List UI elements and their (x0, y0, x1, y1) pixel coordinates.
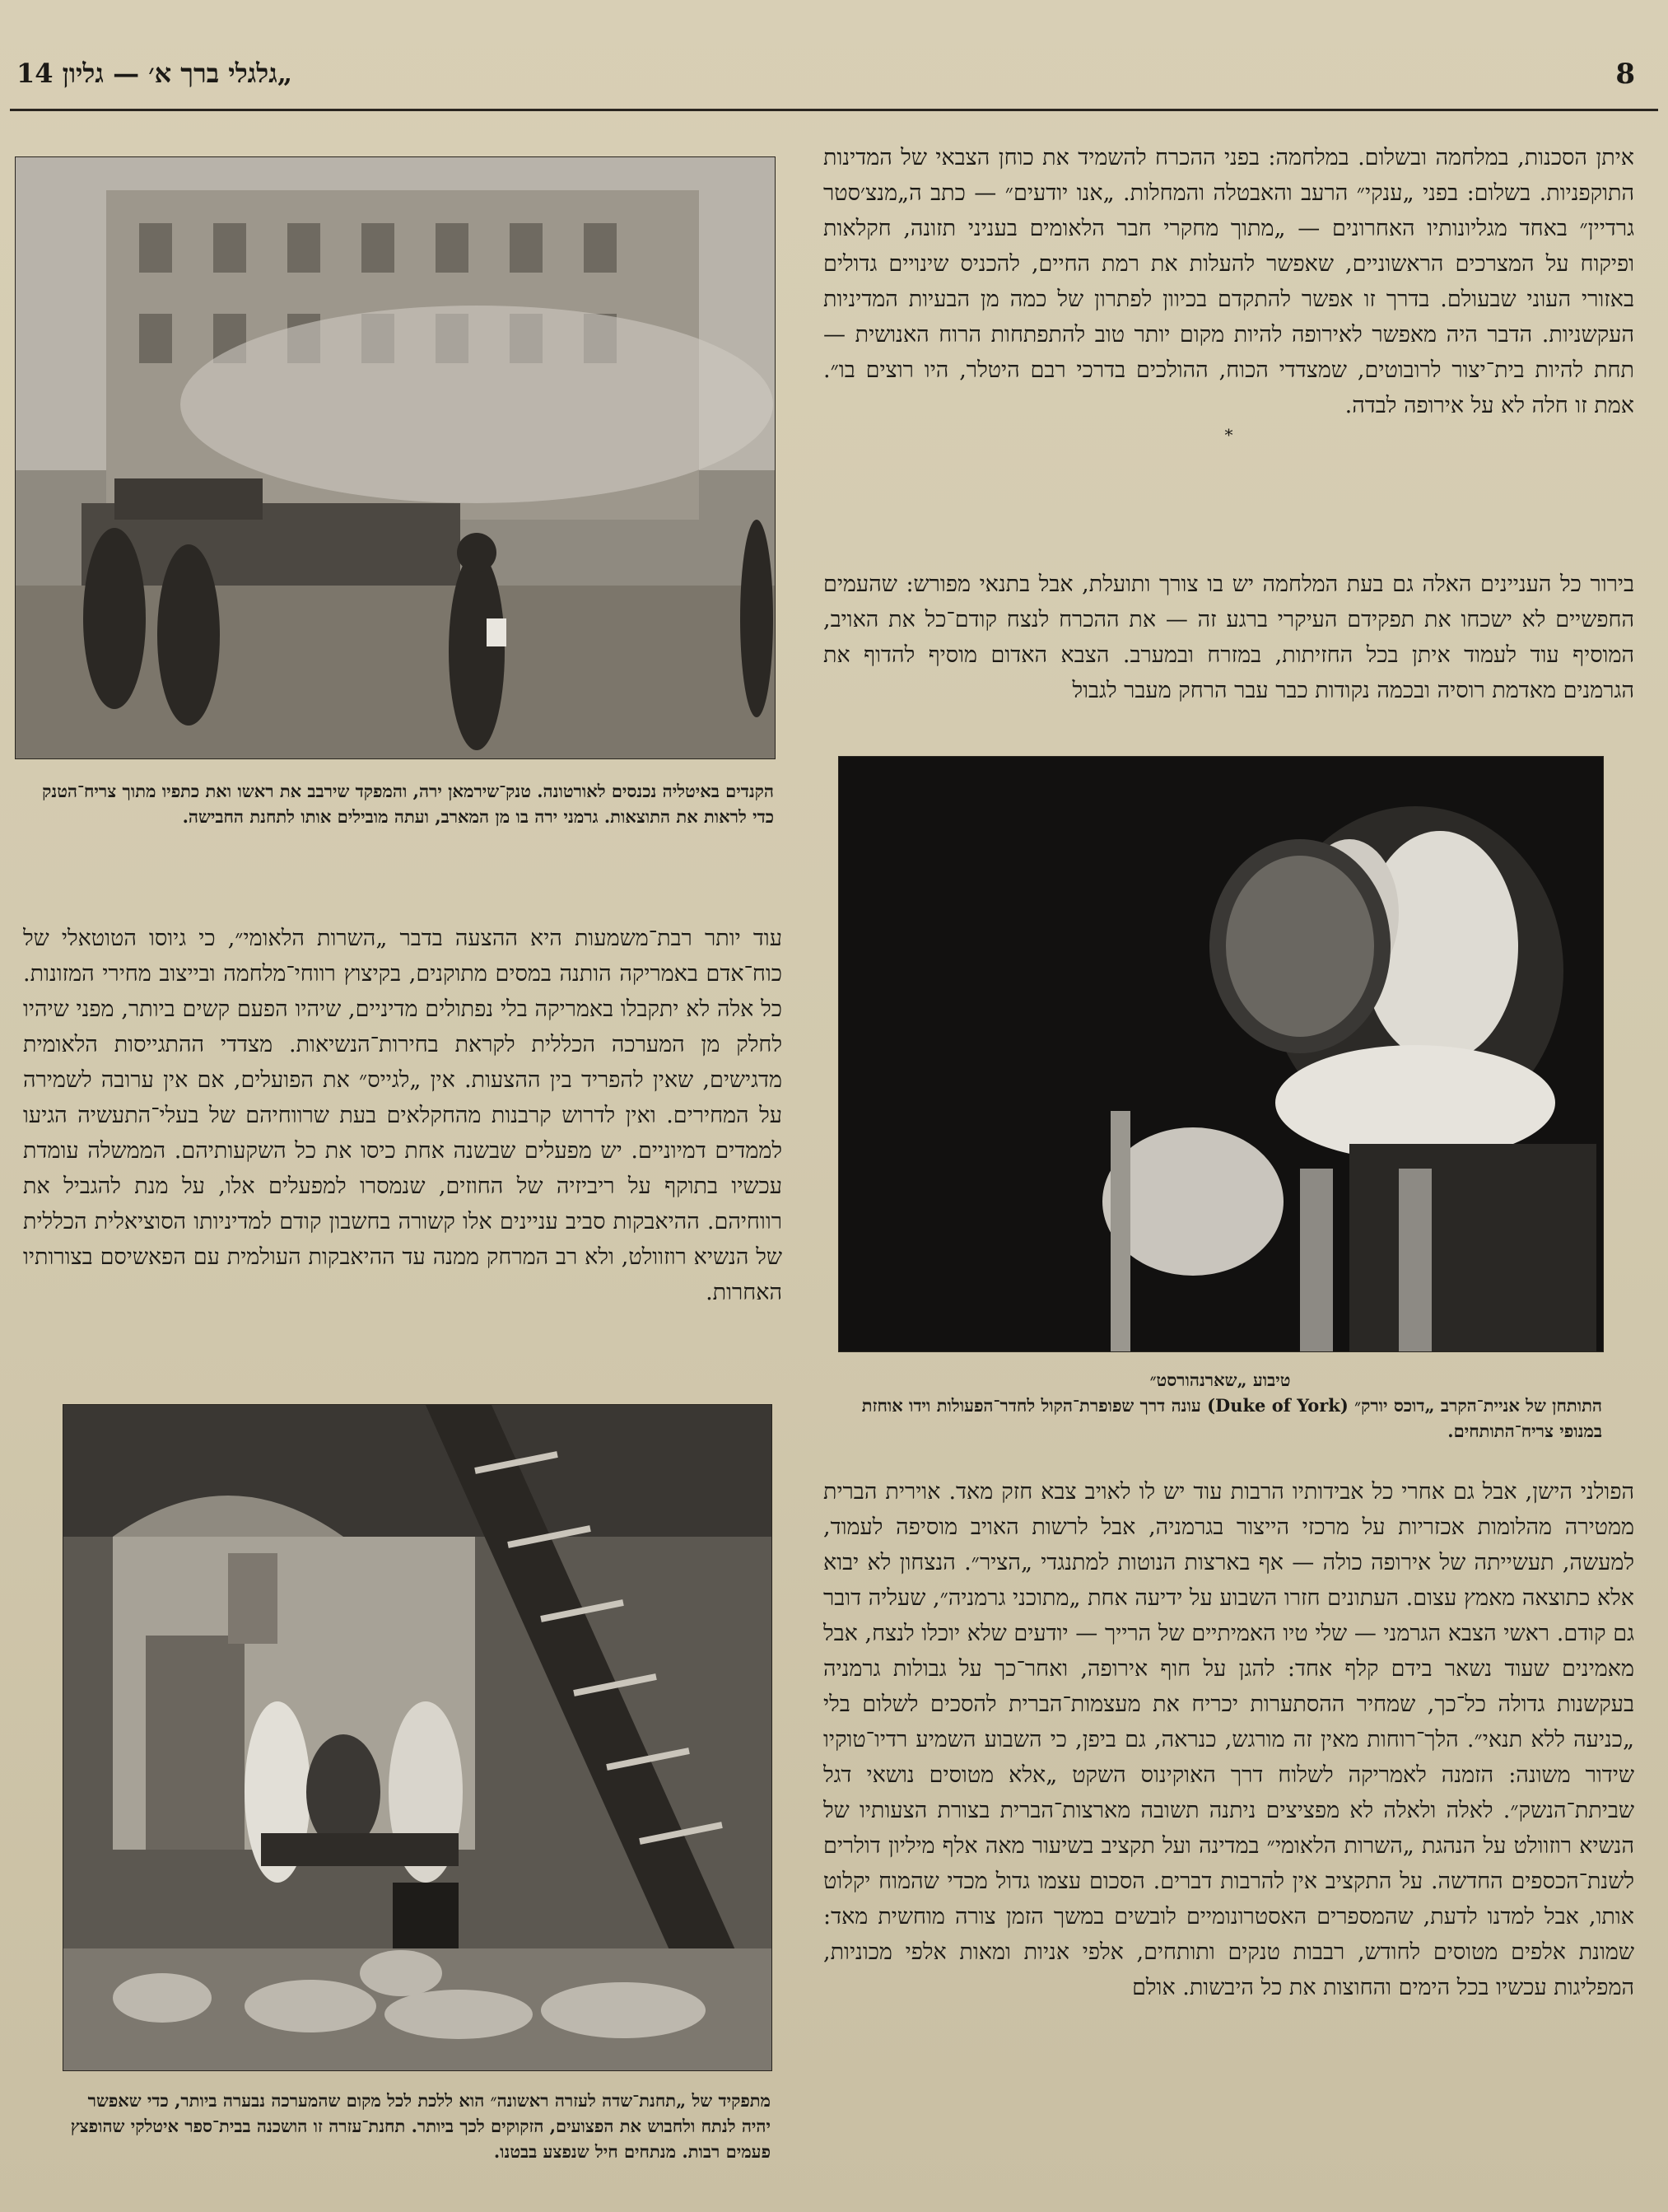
running-head: „גלגלי ברך א׳ — גליון 14 (16, 58, 293, 89)
caption-bottom-left-text: מתפקיד של „תחנת־שדה לעזרה ראשונה״ הוא ללכת לכל מקום שהמערכה נבערה ביותר, כדי שאפשר יהיה לנתח ולחבוש את הפצועים, הזקוקים לכך ביותר. תחנת־עזרה זו הושכנה בבית־ספר איטלקי שהופצץ פעמים רבות. מנתחים חיל שנפצע בבטנו. (70, 2090, 771, 2162)
page-header (0, 58, 1668, 99)
photo-bottom-left (63, 1404, 772, 2071)
caption-bottom-left (63, 2088, 771, 2207)
section-divider-star: * (1224, 425, 1233, 445)
article-paragraph: בירור כל העניינים האלה גם בעת המלחמה יש בו צורך ותועלת, אבל בתנאי מפורש: שהעמים החפשיים לא ישכחו את תפקידם העיקרי ברגע זה — את ההכרח לנצח קודם־כל את האויב, המוסיף עוד לעמוד איתן בכל החזיתות, במזרח ובמערב. הצבא האדום מוסיף להדוף את הגרמנים מאדמת רוסיה ובכמה נקודות כבר עבר הרחק מעבר לגבול (823, 572, 1634, 703)
article-paragraph: עוד יותר רבת־משמעות היא ההצעה בדבר „השרות הלאומי״, כי גיוסו הטוטאלי של כוח־אדם באמריקה הותנה במסים מתוקנים, בקיצוץ רווחי־מלחמה ובייצוב מחירי המזונות. כל אלה לא יתקבלו באמריקה בלי נפתולים מדיניים, שיהיו הפעם קשים ביותר, מפני שיהיו לחלק מן המערכה הכללית לקראת בחירות־הנשיאות. מצדדי ההתגייסות הלאומית מדגישים, שאין להפריד בין ההצעות. אין „לגייס״ את הפועלים, אם אין ערובה לשמירה על המחירים. ואין לדרוש קרבנות מהחקלאים בעת שרווחיהם של בעלי־התעשיה הגיעו לממדים דמיוניים. יש מפעלים שבשנה אחת כיסו את כל השקעותיהם. הממשלה עומדת עכשיו בתוקף על ריביזיה של החוזים, שנמסרו למפעלים אלו, על מנת להגביל את רווחיהם. ההיאבקות סביב עניינים אלו קשורה בחשבון קודם למדיניותו הסוציאלית הכללית של הנשיא רוזוולט, ולא רב המרחק ממנה עד ההיאבקות העולמית עם הפאשיסם בצורותיו האחרות. (23, 926, 782, 1305)
gunner-photo (839, 757, 1603, 1351)
page-number: 8 (1615, 58, 1635, 91)
article-column-top-right-2 (823, 567, 1634, 749)
article-paragraph: הפולני הישן, אבל גם אחרי כל אבידותיו הרבות עוד יש לו לאויב צבא חזק מאד. אוירית הברית ממטירה מהלומות אכזריות על מרכזי הייצור בגרמניה, אבל לרשות האויב מוסיפה לעמוד, למעשה, תעשייתה של אירופה כולה — אף בארצות הנוטות למתנגדי „הציר״. הנצחון לא יבוא אלא כתוצאה מאמץ עצום. העתונים חזרו השבוע על ידיעה אחת „מתוכני גרמניה״, שעליה דובר גם קודם. ראשי הצבא הגרמני — שלי טיו האמיתיים של הרייך — יודעים שלא יוכלו לנצח, אבל מאמינים שעוד נשאר בידם קלף אחד: להגן על חוף אירופה, ואחר־כך על גבולות גרמניה בעקשנות גדולה כל־כך, שמחיר ההסתערות יכריח את מעצמות־הברית להסכים לשלום בלי „כניעה ללא תנאי״. הלך־רוחות מאין זה מורגש, כנראה, גם ביפן, כי השבוע השמיע רדיו־טוקיו שידור משונה: הזמנה לאמריקה לשלוח דרך האוקינוס השקט „אלא מטוסים נושאי דגל שביתת־הנשק״. לאלה ולאלה לא מפציצים ניתנה תשובה מארצות־הברית בצורת הצעותיו של הנשיא רוזוולט על הנהגת „השרות הלאומי״ במדינה ועל תקציב בשיעור מאה אלף מיליון דולרים לשנת־הכספים החדשה. על התקציב אין להרבות דברים. הסכום עצמו גדול מכדי שהמוח יקלוט אותו, אבל למדנו לדעת, שהמספרים האסטרונומיים לובשים במשך הזמן צורה מוחשית מאד: שמונת אלפים מטוסים לחודש, רבבות טנקים ותותחים, אלפי אניות ומאות אלפי מכוניות, המפליגות עכשיו בכל הימים והחוצות את כל היבשות. אולם (823, 1479, 1634, 2000)
photo-top-left (15, 156, 776, 759)
field-surgery-photo (63, 1405, 771, 2070)
caption-top-left (15, 778, 774, 869)
street-battle-photo (16, 157, 775, 758)
caption-right-text: התותחן של אניית־הקרב „דוכס יורק״ (Duke of York) עונה דרך שפופרת־הקול לחדר־הפעולות וידו אוחזת במנופי צריח־התותחים. (861, 1395, 1602, 1441)
article-column-left-middle (23, 921, 782, 1374)
caption-top-left-text: הקנדים באיטליה נכנסים לאורטונה. טנק־שירמאן ירה, והמפקד שירבב את ראשו ואת כתפיו מתוך צריח־הטנק כדי לראות את התוצאות. גרמני ירה בו מן המארב, ועתה מובילים אותו לתחנת החבישה. (42, 781, 774, 827)
caption-right-title: טיבוע „שארנהורסט״ (1149, 1370, 1291, 1390)
photo-right (838, 756, 1604, 1352)
article-paragraph: איתן הסכנות, במלחמה ובשלום. במלחמה: בפני ההכרח להשמיד את כוחן הצבאי של המדינות התוקפניות. בשלום: בפני „ענקי״ הרעב והאבטלה והמחלות. „אנו יודעים״ — כתב ה„מנצ׳סטר גרדיין״ באחד מגליונותיו האחרונים — „מתוך מחקרי חבר הלאומים בעניני תזונה, חקלאות ופיקוח על המצרכים הראשוניים, שאפשר להעלות את רמת החיים, להכניס שינויים גדולים באזורי העוני שבעולם. בדרך זו אפשר להתקדם בכיוון לפתרון של כמה מן הבעיות המדיניות העקשניות. הדבר היה מאפשר לאירופה להיות מקום יותר טוב להתפתחות הרוח האנושית — תחת להיות בית־יצור לרובוטים, שמצדדי הכוח, ההולכים בדרכי רבם היטלר, היו רוצים בו״. אמת זו חלה לא על אירופה לבדה. (823, 145, 1634, 418)
header-rule (10, 109, 1658, 111)
article-column-bottom-right (823, 1474, 1634, 2207)
caption-right (838, 1367, 1602, 1458)
